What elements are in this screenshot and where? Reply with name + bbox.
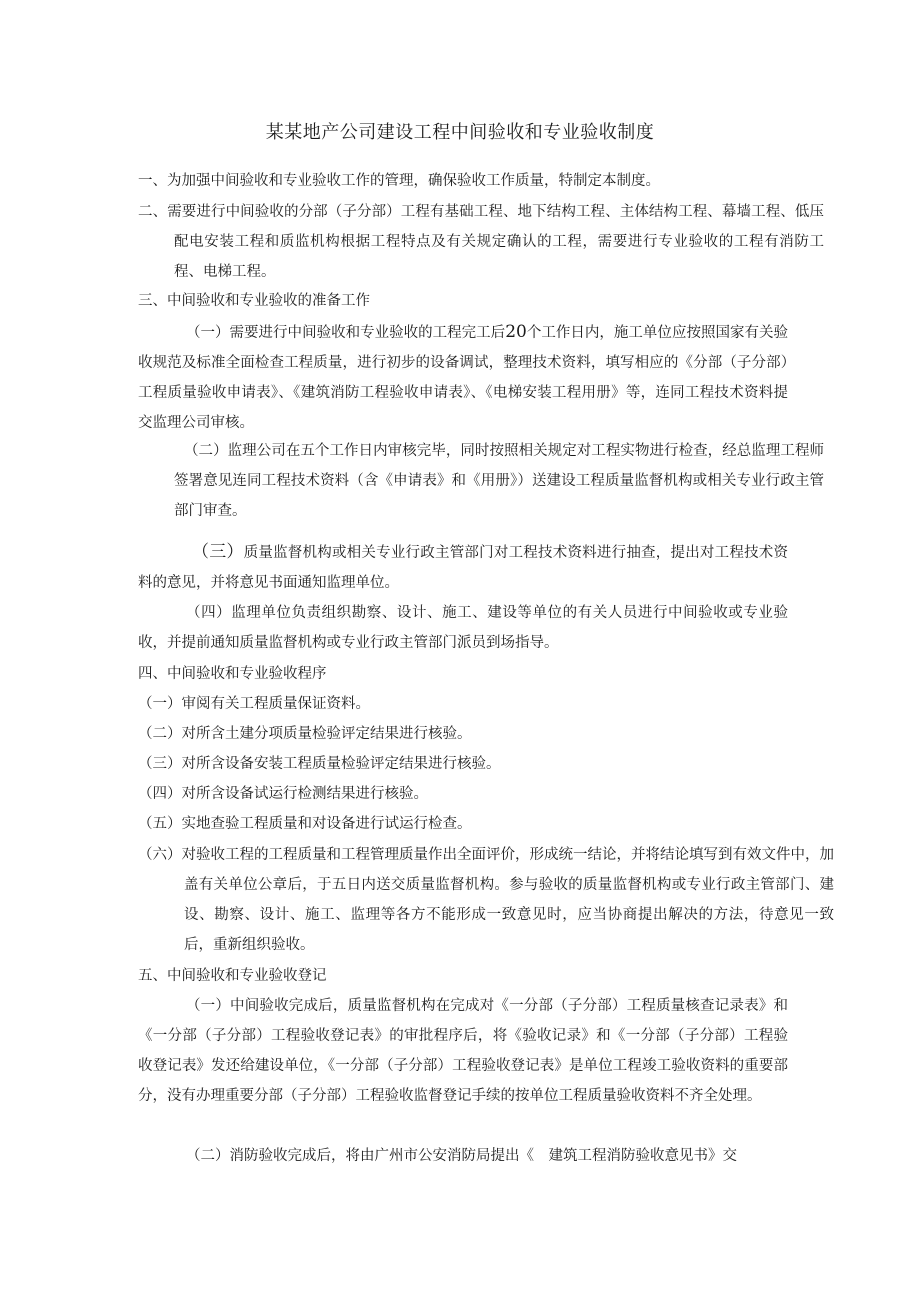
section-4-item-6: （六）对验收工程的工程质量和工程管理质量作出全面评价，形成统一结论，并将结论填写到有效文件中，加盖有关单位公章后，于五日内送交质量监督机构。参与验收的质量监督机构或专业行政主管部门、建设、勘察、设计、施工、监理等各方不能形成一致意见时，应当协商提出解决的方法，待意见一致后，重新组织验收。 xyxy=(138,847,834,953)
section-5-heading: 五、中间验收和专业验收登记 xyxy=(138,968,327,984)
section-4-item-1: （一）审阅有关工程质量保证资料。 xyxy=(138,696,370,712)
section-4-item-3: （三）对所含设备安装工程质量检验评定结果进行核验。 xyxy=(138,756,501,772)
section-2: 二、需要进行中间验收的分部（子分部）工程有基础工程、地下结构工程、主体结构工程、幕墙工程、低压配电安装工程和质监机构根据工程特点及有关规定确认的工程，需要进行专业验收的工程有消防工程、电梯工程。 xyxy=(138,204,824,280)
section-4-item-5: （五）实地查验工程质量和对设备进行试运行检查。 xyxy=(138,816,472,832)
section-4-item-2: （二）对所含土建分项质量检验评定结果进行核验。 xyxy=(138,726,472,742)
section-3-item-3-number: （三） xyxy=(192,542,244,562)
section-3-item-1-part-b: 个工作日内，施工单位应按照国家有关验收规范及标准全面检查工程质量，进行初步的设备调试，整理技术资料，填写相应的《分部（子分部）工程质量验收申请表》、《建筑消防工程验收申请表》、《电梯安装工程用册》等，连同工程技术资料提交监理公司审核。 xyxy=(138,325,789,431)
section-3-item-3-text: 质量监督机构或相关专业行政主管部门对工程技术资料进行抽查，提出对工程技术资料的意见，并将意见书面通知监理单位。 xyxy=(138,545,788,591)
section-1: 一、为加强中间验收和专业验收工作的管理，确保验收工作质量，特制定本制度。 xyxy=(138,173,660,189)
section-3-item-2: （二）监理公司在五个工作日内审核完毕，同时按照相关规定对工程实物进行检查，经总监理工程师签署意见连同工程技术资料（含《申请表》和《用册》）送建设工程质量监督机构或相关专业行政主管部门审查。 xyxy=(174,443,824,519)
section-3-item-3 xyxy=(138,537,788,598)
section-5-item-2: （二）消防验收完成后，将由广州市公安消防局提出《 建筑工程消防验收意见书》交 xyxy=(186,1148,737,1164)
section-3-item-1-part-a: （一）需要进行中间验收和专业验收的工程完工后 xyxy=(186,325,506,341)
section-5-item-1: （一）中间验收完成后，质量监督机构在完成对《一分部（子分部）工程质量核查记录表》和《一分部（子分部）工程验收登记表》的审批程序后，将《验收记录》和《一分部（子分部）工程验收登记表》发还给建设单位，《一分部（子分部）工程验收登记表》是单位工程竣工验收资料的重要部分，没有办理重要分部（子分部）工程验收监督登记手续的按单位工程质量验收资料不齐全处理。 xyxy=(138,998,788,1104)
section-3-item-4: （四）监理单位负责组织勘察、设计、施工、建设等单位的有关人员进行中间验收或专业验收，并提前通知质量监督机构或专业行政主管部门派员到场指导。 xyxy=(138,605,788,651)
section-4-heading: 四、中间验收和专业验收程序 xyxy=(138,666,327,682)
document-title: 某某地产公司建设工程中间验收和专业验收制度 xyxy=(265,122,655,143)
section-3-heading: 三、中间验收和专业验收的准备工作 xyxy=(138,293,370,309)
section-3-item-1 xyxy=(138,317,788,438)
section-3-item-1-days: 20 xyxy=(505,322,527,342)
section-4-item-4: （四）对所含设备试运行检测结果进行核验。 xyxy=(138,786,428,802)
